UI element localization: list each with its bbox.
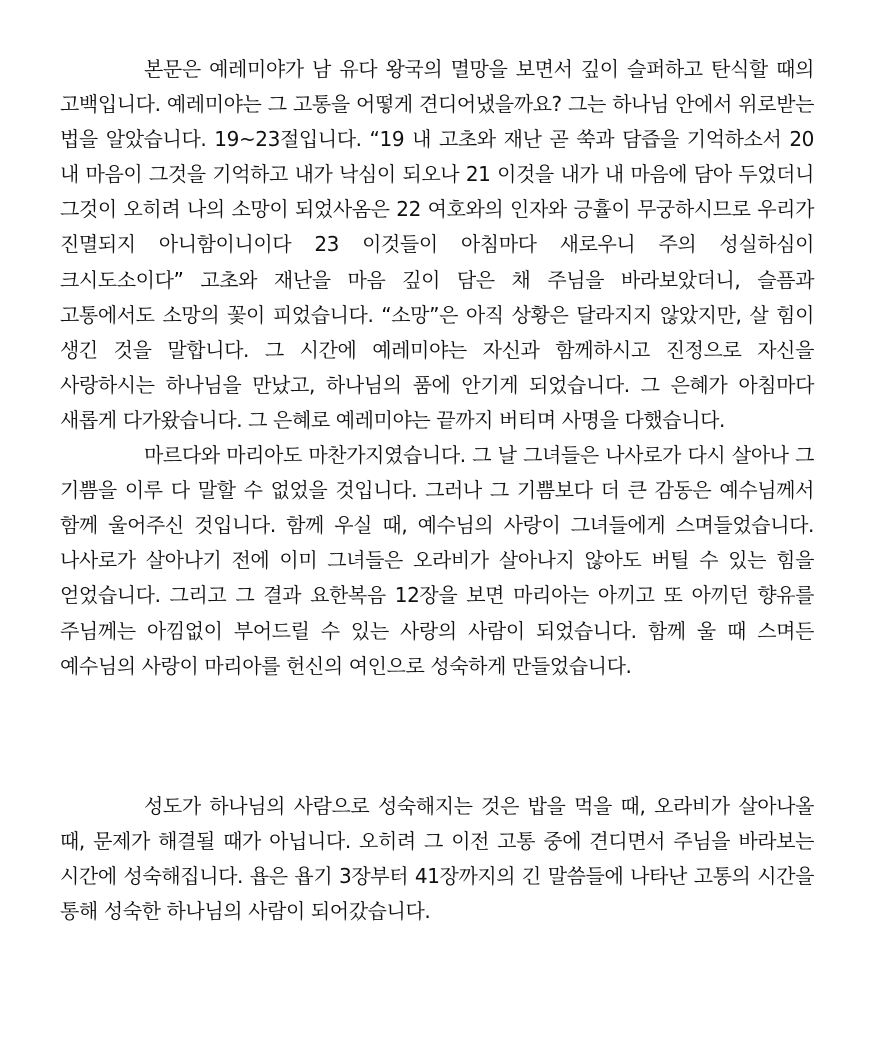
paragraph-jeremiah: 본문은 예레미야가 남 유다 왕국의 멸망을 보면서 깊이 슬퍼하고 탄식할 때의 고백입니다. 예레미야는 그 고통을 어떻게 견디어냈을까요? 그는 하나님 안에서 위로받는 법을 알았습니다. 19~23절입니다. “19 내 고초와 재난 곧 쑥과 담즙을 기억하소서 20 내 마음이 그것을 기억하고 내가 낙심이 되오나 21 이것을 내가 내 마음에 담아 두었더니 그것이 오히려 나의 소망이 되었사옴은 22 여호와의 인자와 긍휼이 무궁하시므로 우리가 진멸되지 아니함이니이다 23 이것들이 아침마다 새로우니 주의 성실하심이 크시도소이다” 고초와 재난을 마음 깊이 담은 채 주님을 바라보았더니, 슬픔과 고통에서도 소망의 꽃이 피었습니다. “소망”은 아직 상황은 달라지지 않았지만, 살 힘이 생긴 것을 말합니다. 그 시간에 예레미야는 자신과 함께하시고 진정으로 자신을 사랑하시는 하나님을 만났고, 하나님의 품에 안기게 되었습니다. 그 은혜가 아침마다 새롭게 다가왔습니다. 그 은혜로 예레미야는 끝까지 버티며 사명을 다했습니다. xyxy=(60,57,814,432)
paragraph-spacer xyxy=(60,684,814,789)
paragraph-saints-maturity: 성도가 하나님의 사람으로 성숙해지는 것은 밥을 먹을 때, 오라비가 살아나올 때, 문제가 해결될 때가 아닙니다. 오히려 그 이전 고통 중에 견디면서 주님을 바라보는 시간에 성숙해집니다. 욥은 욥기 3장부터 41장까지의 긴 말씀들에 나타난 고통의 시간을 통해 성숙한 하나님의 사람이 되어갔습니다. xyxy=(60,793,814,923)
paragraph-martha-mary: 마르다와 마리아도 마찬가지였습니다. 그 날 그녀들은 나사로가 다시 살아나 그 기쁨을 이루 다 말할 수 없었을 것입니다. 그러나 그 기쁨보다 더 큰 감동은 예수님께서 함께 울어주신 것입니다. 함께 우실 때, 예수님의 사랑이 그녀들에게 스며들었습니다. 나사로가 살아나기 전에 이미 그녀들은 오라비가 살아나지 않아도 버틸 수 있는 힘을 얻었습니다. 그리고 그 결과 요한복음 12장을 보면 마리아는 아끼고 또 아끼던 향유를 주님께는 아낌없이 부어드릴 수 있는 사랑의 사람이 되었습니다. 함께 울 때 스며든 예수님의 사랑이 마리아를 헌신의 여인으로 성숙하게 만들었습니다. xyxy=(60,443,814,678)
document-body xyxy=(60,52,814,929)
